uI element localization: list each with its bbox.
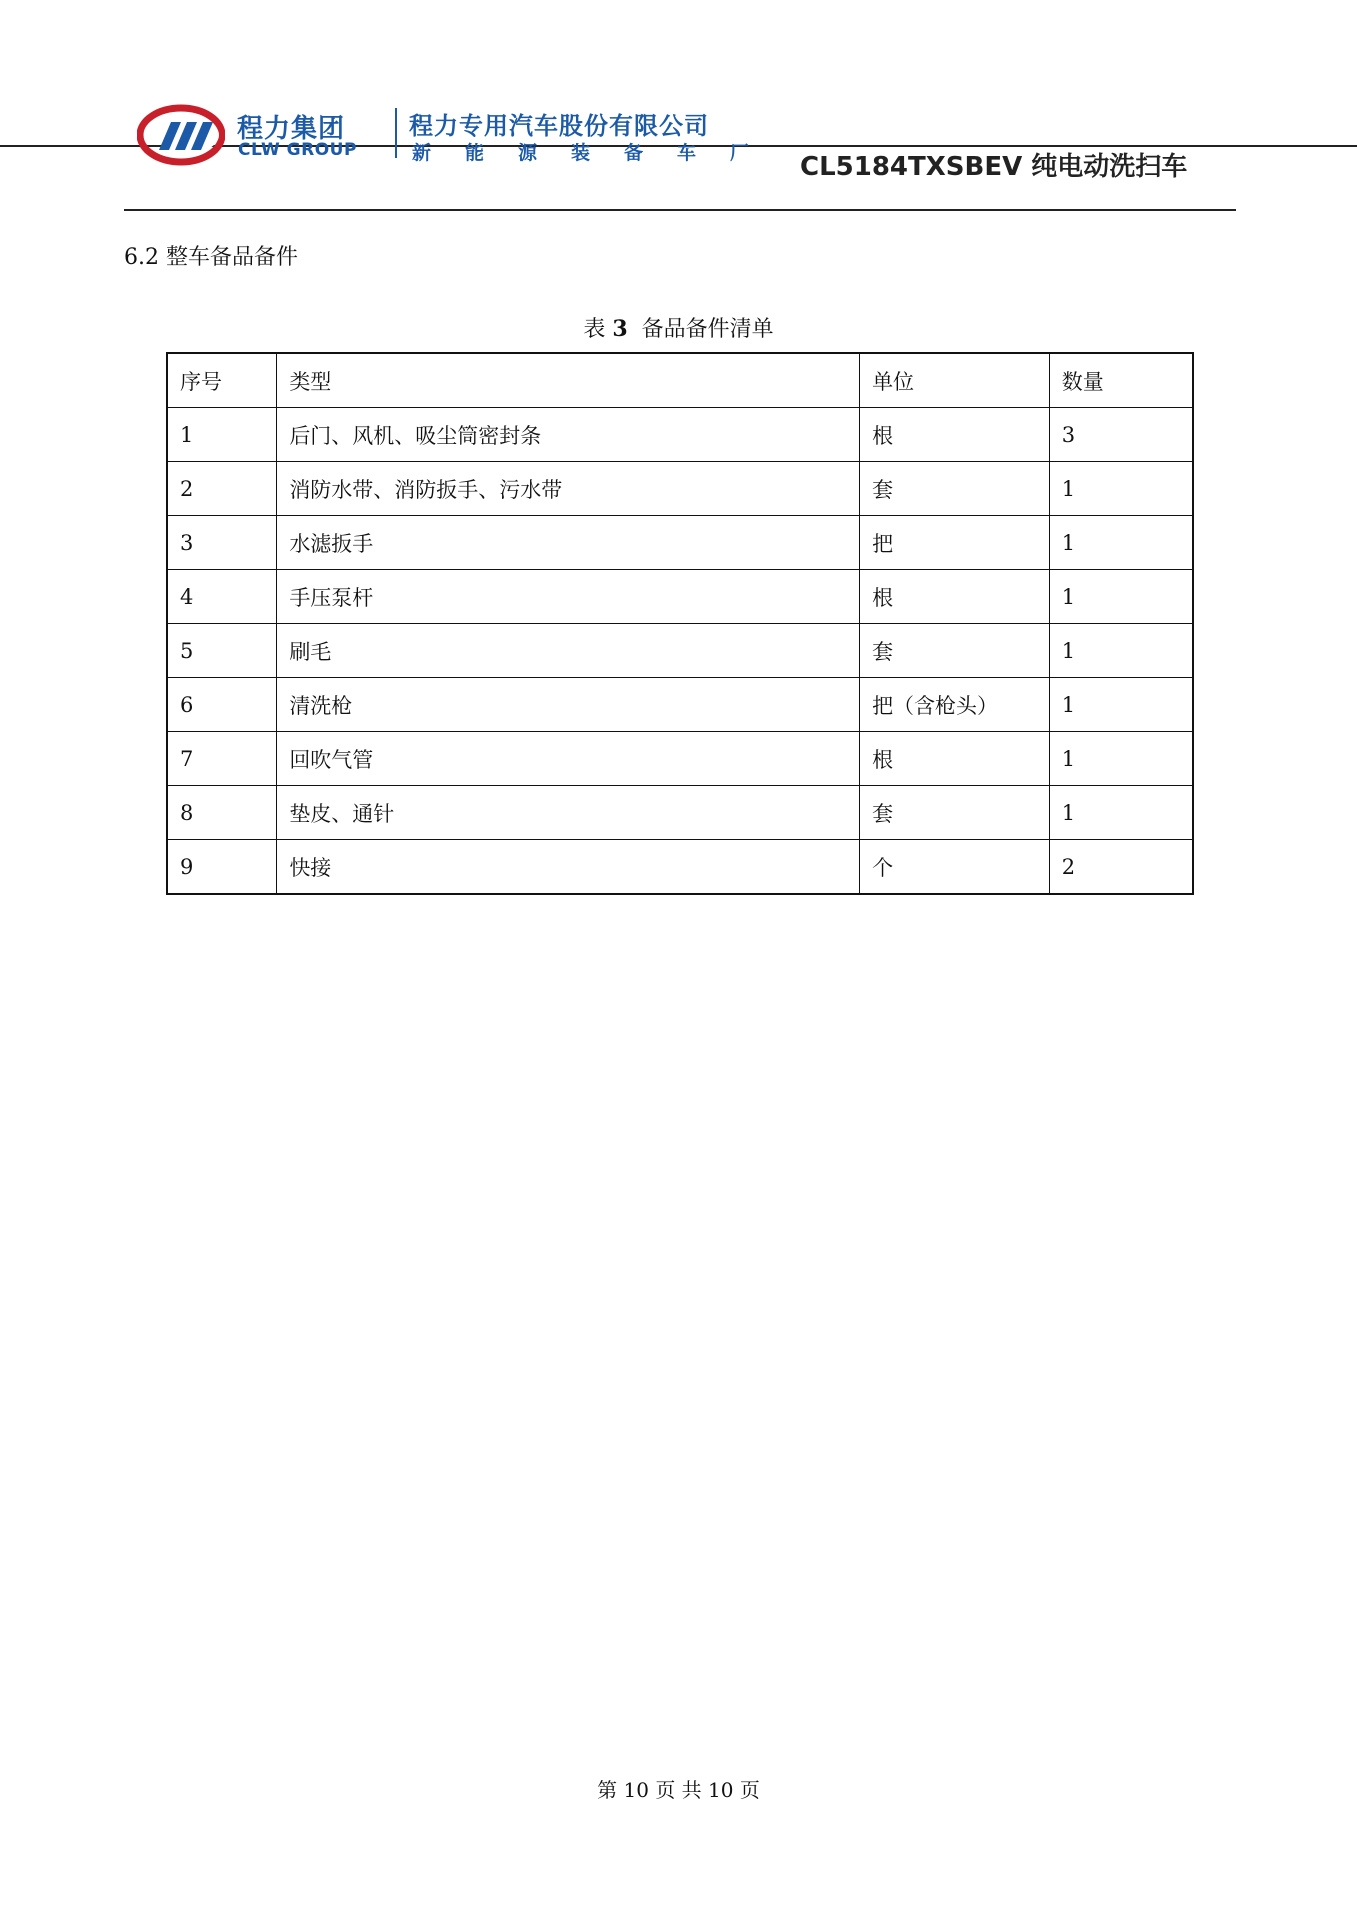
cell-type: 手压泵杆 [277,570,860,624]
document-title: CL5184TXSBEV 纯电动洗扫车 [800,152,1188,182]
table-caption [0,312,1357,343]
header-bottom-rule [124,209,1236,211]
cell-quantity: 1 [1049,678,1193,732]
cell-quantity: 1 [1049,624,1193,678]
table-row [167,678,1193,732]
cell-type: 水滤扳手 [277,516,860,570]
logo-english-name: CLW GROUP [238,140,357,160]
cell-index: 3 [167,516,277,570]
table-header-row [167,353,1193,408]
logo-divider [395,108,397,158]
cell-index: 1 [167,408,277,462]
cell-unit: 个 [860,840,1050,895]
table-row [167,732,1193,786]
table-row [167,624,1193,678]
table-caption-prefix: 表 [583,317,606,342]
table-row [167,516,1193,570]
cell-index: 4 [167,570,277,624]
cell-quantity: 1 [1049,516,1193,570]
cell-index: 7 [167,732,277,786]
cell-index: 2 [167,462,277,516]
cell-quantity: 1 [1049,570,1193,624]
header-unit: 单位 [860,353,1050,408]
table-row [167,786,1193,840]
company-name: 程力专用汽车股份有限公司 [409,112,709,140]
header-index: 序号 [167,353,277,408]
cell-unit: 根 [860,570,1050,624]
cell-type: 后门、风机、吸尘筒密封条 [277,408,860,462]
cell-quantity: 1 [1049,462,1193,516]
cell-type: 回吹气管 [277,732,860,786]
section-heading: 6.2 整车备品备件 [124,245,298,270]
page-number: 第 10 页 共 10 页 [597,1778,760,1802]
cell-type: 刷毛 [277,624,860,678]
cell-unit: 把（含枪头） [860,678,1050,732]
table-caption-number: 3 [612,316,628,342]
page-footer [0,1774,1357,1803]
cell-unit: 套 [860,624,1050,678]
table-row [167,408,1193,462]
cell-type: 消防水带、消防扳手、污水带 [277,462,860,516]
plant-name: 新能源装备车厂 [412,142,784,164]
spare-parts-table [166,352,1194,895]
logo-chinese-name: 程力集团 [237,114,346,144]
cell-unit: 套 [860,786,1050,840]
cell-type: 快接 [277,840,860,895]
cell-type: 清洗枪 [277,678,860,732]
cell-index: 9 [167,840,277,895]
cell-type: 垫皮、通针 [277,786,860,840]
cell-quantity: 1 [1049,732,1193,786]
clw-logo-icon [137,104,225,166]
cell-unit: 套 [860,462,1050,516]
cell-index: 8 [167,786,277,840]
cell-unit: 根 [860,732,1050,786]
table-row [167,462,1193,516]
cell-index: 5 [167,624,277,678]
header-type: 类型 [277,353,860,408]
cell-unit: 根 [860,408,1050,462]
cell-quantity: 1 [1049,786,1193,840]
table-caption-title: 备品备件清单 [641,317,774,342]
table-row [167,840,1193,895]
table-row [167,570,1193,624]
cell-quantity: 2 [1049,840,1193,895]
cell-index: 6 [167,678,277,732]
cell-unit: 把 [860,516,1050,570]
header-quantity: 数量 [1049,353,1193,408]
company-logo [137,100,837,170]
cell-quantity: 3 [1049,408,1193,462]
